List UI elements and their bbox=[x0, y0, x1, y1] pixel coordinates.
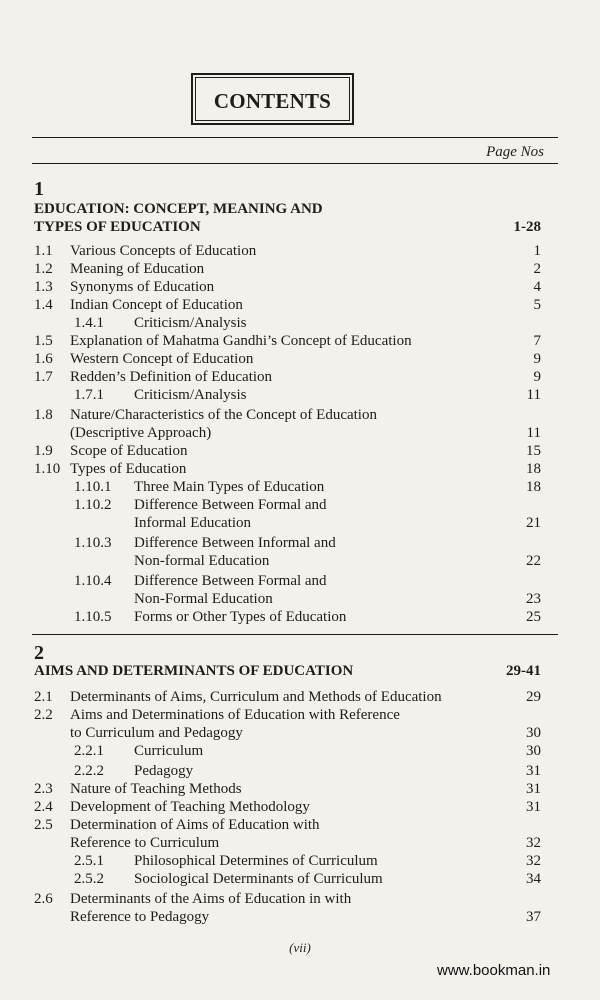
entry-number: 1.10.3 bbox=[74, 535, 112, 551]
entry-page: 18 bbox=[526, 479, 541, 495]
chapter-number: 1 bbox=[34, 178, 44, 200]
toc-entry bbox=[34, 460, 560, 478]
toc-entry bbox=[34, 572, 560, 590]
entry-page: 30 bbox=[526, 725, 541, 741]
entry-title: Aims and Determinations of Education with Reference bbox=[70, 707, 400, 723]
entry-title: Difference Between Formal and bbox=[134, 497, 327, 513]
toc-entry bbox=[34, 724, 560, 742]
chapter-pages: 29-41 bbox=[506, 663, 541, 679]
entry-page: 18 bbox=[526, 461, 541, 477]
entry-title: Non-formal Education bbox=[134, 553, 270, 569]
entry-number: 1.10.5 bbox=[74, 609, 112, 625]
entry-number: 1.10.4 bbox=[74, 573, 112, 589]
entry-number: 1.6 bbox=[34, 351, 53, 367]
entry-title: Nature of Teaching Methods bbox=[70, 781, 242, 797]
entry-title: Curriculum bbox=[134, 743, 204, 759]
entry-title: Scope of Education bbox=[70, 443, 188, 459]
entry-page: 29 bbox=[526, 689, 541, 705]
entry-title: Difference Between Formal and bbox=[134, 573, 327, 589]
entry-title: Redden’s Definition of Education bbox=[70, 369, 273, 385]
entry-title: Criticism/Analysis bbox=[134, 315, 247, 331]
page-nos-label: Page Nos bbox=[486, 144, 544, 160]
entry-number: 1.5 bbox=[34, 333, 53, 349]
toc-entry bbox=[34, 332, 560, 350]
entry-page: 9 bbox=[533, 369, 541, 385]
toc-entry bbox=[34, 478, 560, 496]
entry-page: 11 bbox=[526, 387, 541, 403]
toc-entry bbox=[34, 368, 560, 386]
entry-number: 2.2.2 bbox=[74, 763, 104, 779]
entry-page: 31 bbox=[526, 799, 541, 815]
entry-number: 1.7 bbox=[34, 369, 53, 385]
entry-number: 2.5.1 bbox=[74, 853, 104, 869]
entry-page: 32 bbox=[526, 835, 541, 851]
entry-title: Various Concepts of Education bbox=[70, 243, 257, 259]
entry-page: 31 bbox=[526, 763, 541, 779]
entry-title: Determinants of Aims, Curriculum and Methods of Education bbox=[70, 689, 442, 705]
entry-title: Criticism/Analysis bbox=[134, 387, 247, 403]
toc-entry bbox=[34, 890, 560, 908]
entry-page: 7 bbox=[533, 333, 541, 349]
entry-title: Difference Between Informal and bbox=[134, 535, 336, 551]
chapter-title-line: AIMS AND DETERMINANTS OF EDUCATION bbox=[34, 663, 354, 679]
entry-title: Pedagogy bbox=[134, 763, 194, 779]
entry-title: Types of Education bbox=[70, 461, 187, 477]
entry-title: Indian Concept of Education bbox=[70, 297, 243, 313]
entry-number: 1.1 bbox=[34, 243, 53, 259]
header-rule-lower bbox=[32, 163, 558, 164]
entry-title: Development of Teaching Methodology bbox=[70, 799, 310, 815]
entry-title: Philosophical Determines of Curriculum bbox=[134, 853, 378, 869]
entry-number: 2.6 bbox=[34, 891, 53, 907]
entry-title: Explanation of Mahatma Gandhi’s Concept of Education bbox=[70, 333, 412, 349]
toc-entry bbox=[34, 296, 560, 314]
entry-number: 2.3 bbox=[34, 781, 53, 797]
toc-entry bbox=[34, 608, 560, 626]
toc-entry bbox=[34, 590, 560, 608]
entry-title: Nature/Characteristics of the Concept of Education bbox=[70, 407, 377, 423]
chapter-pages: 1-28 bbox=[513, 219, 541, 235]
toc-entry bbox=[34, 780, 560, 798]
toc-entry bbox=[34, 514, 560, 532]
entry-number: 2.4 bbox=[34, 799, 53, 815]
entry-title: Meaning of Education bbox=[70, 261, 205, 277]
entry-page: 37 bbox=[526, 909, 541, 925]
chapter-title-line: EDUCATION: CONCEPT, MEANING AND bbox=[34, 201, 323, 217]
entry-page: 4 bbox=[533, 279, 541, 295]
entry-page: 15 bbox=[526, 443, 541, 459]
toc-entry bbox=[34, 496, 560, 514]
toc-entry bbox=[34, 406, 560, 424]
chapter-divider-rule bbox=[32, 634, 558, 635]
toc-entry bbox=[34, 350, 560, 368]
entry-title: Synonyms of Education bbox=[70, 279, 215, 295]
entry-page: 31 bbox=[526, 781, 541, 797]
entry-page: 32 bbox=[526, 853, 541, 869]
chapter-title bbox=[34, 200, 560, 218]
entry-title: Determination of Aims of Education with bbox=[70, 817, 320, 833]
entry-title: Reference to Curriculum bbox=[70, 835, 220, 851]
entry-number: 1.10.2 bbox=[74, 497, 112, 513]
chapter-number: 2 bbox=[34, 642, 44, 664]
toc-entry bbox=[34, 314, 560, 332]
entry-page: 25 bbox=[526, 609, 541, 625]
entry-number: 2.2 bbox=[34, 707, 53, 723]
toc-entry bbox=[34, 816, 560, 834]
entry-page: 1 bbox=[533, 243, 541, 259]
toc-entry bbox=[34, 534, 560, 552]
toc-entry bbox=[34, 870, 560, 888]
toc-entry bbox=[34, 386, 560, 404]
entry-page: 30 bbox=[526, 743, 541, 759]
entry-title: Three Main Types of Education bbox=[134, 479, 325, 495]
toc-entry bbox=[34, 798, 560, 816]
toc-entry bbox=[34, 908, 560, 926]
toc-entry bbox=[34, 242, 560, 260]
entry-title: Informal Education bbox=[134, 515, 252, 531]
chapter-title-line: TYPES OF EDUCATION bbox=[34, 219, 201, 235]
entry-number: 2.5 bbox=[34, 817, 53, 833]
footer-page-number: (vii) bbox=[289, 940, 311, 955]
entry-number: 1.4.1 bbox=[74, 315, 104, 331]
toc-entry bbox=[34, 742, 560, 760]
entry-number: 2.5.2 bbox=[74, 871, 104, 887]
toc-entry bbox=[34, 552, 560, 570]
toc-entry bbox=[34, 260, 560, 278]
toc-entry bbox=[34, 762, 560, 780]
entry-number: 1.4 bbox=[34, 297, 53, 313]
entry-number: 1.2 bbox=[34, 261, 53, 277]
entry-page: 9 bbox=[533, 351, 541, 367]
website-watermark: www.bookman.in bbox=[437, 962, 551, 979]
entry-number: 2.2.1 bbox=[74, 743, 104, 759]
entry-number: 1.8 bbox=[34, 407, 53, 423]
entry-number: 1.10.1 bbox=[74, 479, 112, 495]
chapter-title bbox=[34, 662, 560, 680]
entry-number: 2.1 bbox=[34, 689, 53, 705]
entry-title: Sociological Determinants of Curriculum bbox=[134, 871, 383, 887]
toc-entry bbox=[34, 852, 560, 870]
header-rule bbox=[32, 137, 558, 138]
contents-title-box bbox=[191, 73, 354, 125]
toc-entry bbox=[34, 834, 560, 852]
entry-number: 1.9 bbox=[34, 443, 53, 459]
entry-title: Western Concept of Education bbox=[70, 351, 254, 367]
toc-entry bbox=[34, 688, 560, 706]
toc-entry bbox=[34, 706, 560, 724]
chapter-title bbox=[34, 218, 560, 236]
entry-page: 5 bbox=[533, 297, 541, 313]
entry-title: Non-Formal Education bbox=[134, 591, 273, 607]
entry-title: Forms or Other Types of Education bbox=[134, 609, 347, 625]
entry-page: 22 bbox=[526, 553, 541, 569]
entry-number: 1.3 bbox=[34, 279, 53, 295]
entry-page: 23 bbox=[526, 591, 541, 607]
entry-title: Reference to Pedagogy bbox=[70, 909, 210, 925]
entry-title: (Descriptive Approach) bbox=[70, 425, 212, 441]
entry-title: Determinants of the Aims of Education in with bbox=[70, 891, 352, 907]
entry-page: 34 bbox=[526, 871, 541, 887]
toc-entry bbox=[34, 278, 560, 296]
page-title: CONTENTS bbox=[213, 89, 332, 113]
entry-page: 2 bbox=[533, 261, 541, 277]
entry-page: 11 bbox=[526, 425, 541, 441]
entry-page: 21 bbox=[526, 515, 541, 531]
toc-entry bbox=[34, 424, 560, 442]
toc-entry bbox=[34, 442, 560, 460]
entry-number: 1.7.1 bbox=[74, 387, 104, 403]
entry-number: 1.10 bbox=[34, 461, 61, 477]
entry-title: to Curriculum and Pedagogy bbox=[70, 725, 243, 741]
